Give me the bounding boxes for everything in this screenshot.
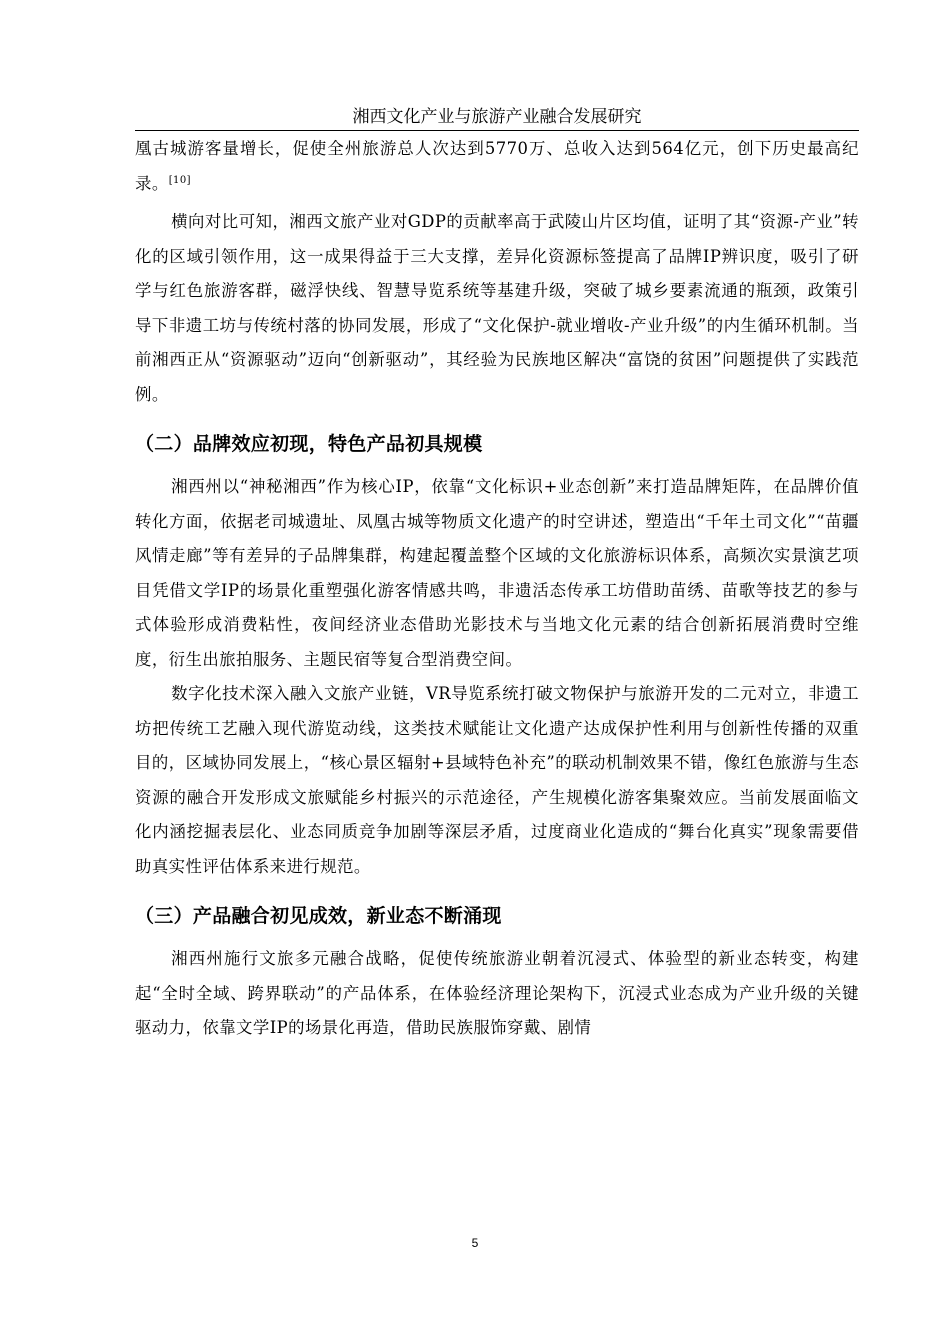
page-number: 5 bbox=[471, 1236, 479, 1250]
paragraph: 湘西州以“神秘湘西”作为核心IP，依靠“文化标识+业态创新”来打造品牌矩阵，在品牌价值转化方面，依据老司城遗址、凤凰古城等物质文化遗产的时空讲述，塑造出“千年土司文化”“苗疆风情走廊”等有差异的子品牌集群，构建起覆盖整个区域的文化旅游标识体系，高频次实景演艺项目凭借文学IP的场景化重塑强化游客情感共鸣，非遗活态传承工坊借助苗绣、苗歌等技艺的参与式体验形成消费粘性，夜间经济业态借助光影技术与当地文化元素的结合创新拓展消费时空维度，衍生出旅拍服务、主题民宿等复合型消费空间。 bbox=[135, 477, 859, 669]
header-rule bbox=[135, 130, 859, 131]
paragraph-continued bbox=[135, 132, 859, 201]
section-heading: （三）产品融合初见成效，新业态不断涌现 bbox=[135, 905, 502, 927]
citation-marker: [10] bbox=[168, 174, 192, 186]
section-heading: （二）品牌效应初现，特色产品初具规模 bbox=[135, 433, 483, 455]
running-header: 湘西文化产业与旅游产业融合发展研究 bbox=[352, 107, 642, 127]
paragraph: 湘西州施行文旅多元融合战略，促使传统旅游业朝着沉浸式、体验型的新业态转变，构建起“全时全域、跨界联动”的产品体系，在体验经济理论架构下，沉浸式业态成为产业升级的关键驱动力，依靠文学IP的场景化再造，借助民族服饰穿戴、剧情 bbox=[135, 949, 859, 1037]
paragraph: 数字化技术深入融入文旅产业链，VR导览系统打破文物保护与旅游开发的二元对立，非遗工坊把传统工艺融入现代游览动线，这类技术赋能让文化遗产达成保护性利用与创新性传播的双重目的，区域协同发展上，“核心景区辐射+县域特色补充”的联动机制效果不错，像红色旅游与生态资源的融合开发形成文旅赋能乡村振兴的示范途径，产生规模化游客集聚效应。当前发展面临文化内涵挖掘表层化、业态同质竞争加剧等深层矛盾，过度商业化造成的“舞台化真实”现象需要借助真实性评估体系来进行规范。 bbox=[135, 684, 859, 876]
document-body bbox=[135, 132, 859, 1046]
paragraph: 横向对比可知，湘西文旅产业对GDP的贡献率高于武陵山片区均值，证明了其“资源-产业”转化的区域引领作用，这一成果得益于三大支撑，差异化资源标签提高了品牌IP辨识度，吸引了研学与红色旅游客群，磁浮快线、智慧导览系统等基建升级，突破了城乡要素流通的瓶颈，政策引导下非遗工坊与传统村落的协同发展，形成了“文化保护-就业增收-产业升级”的内生循环机制。当前湘西正从“资源驱动”迈向“创新驱动”，其经验为民族地区解决“富饶的贫困”问题提供了实践范例。 bbox=[135, 212, 859, 404]
paragraph-text: 凰古城游客量增长，促使全州旅游总人次达到5770万、总收入达到564亿元，创下历史最高纪录。 bbox=[135, 139, 859, 193]
